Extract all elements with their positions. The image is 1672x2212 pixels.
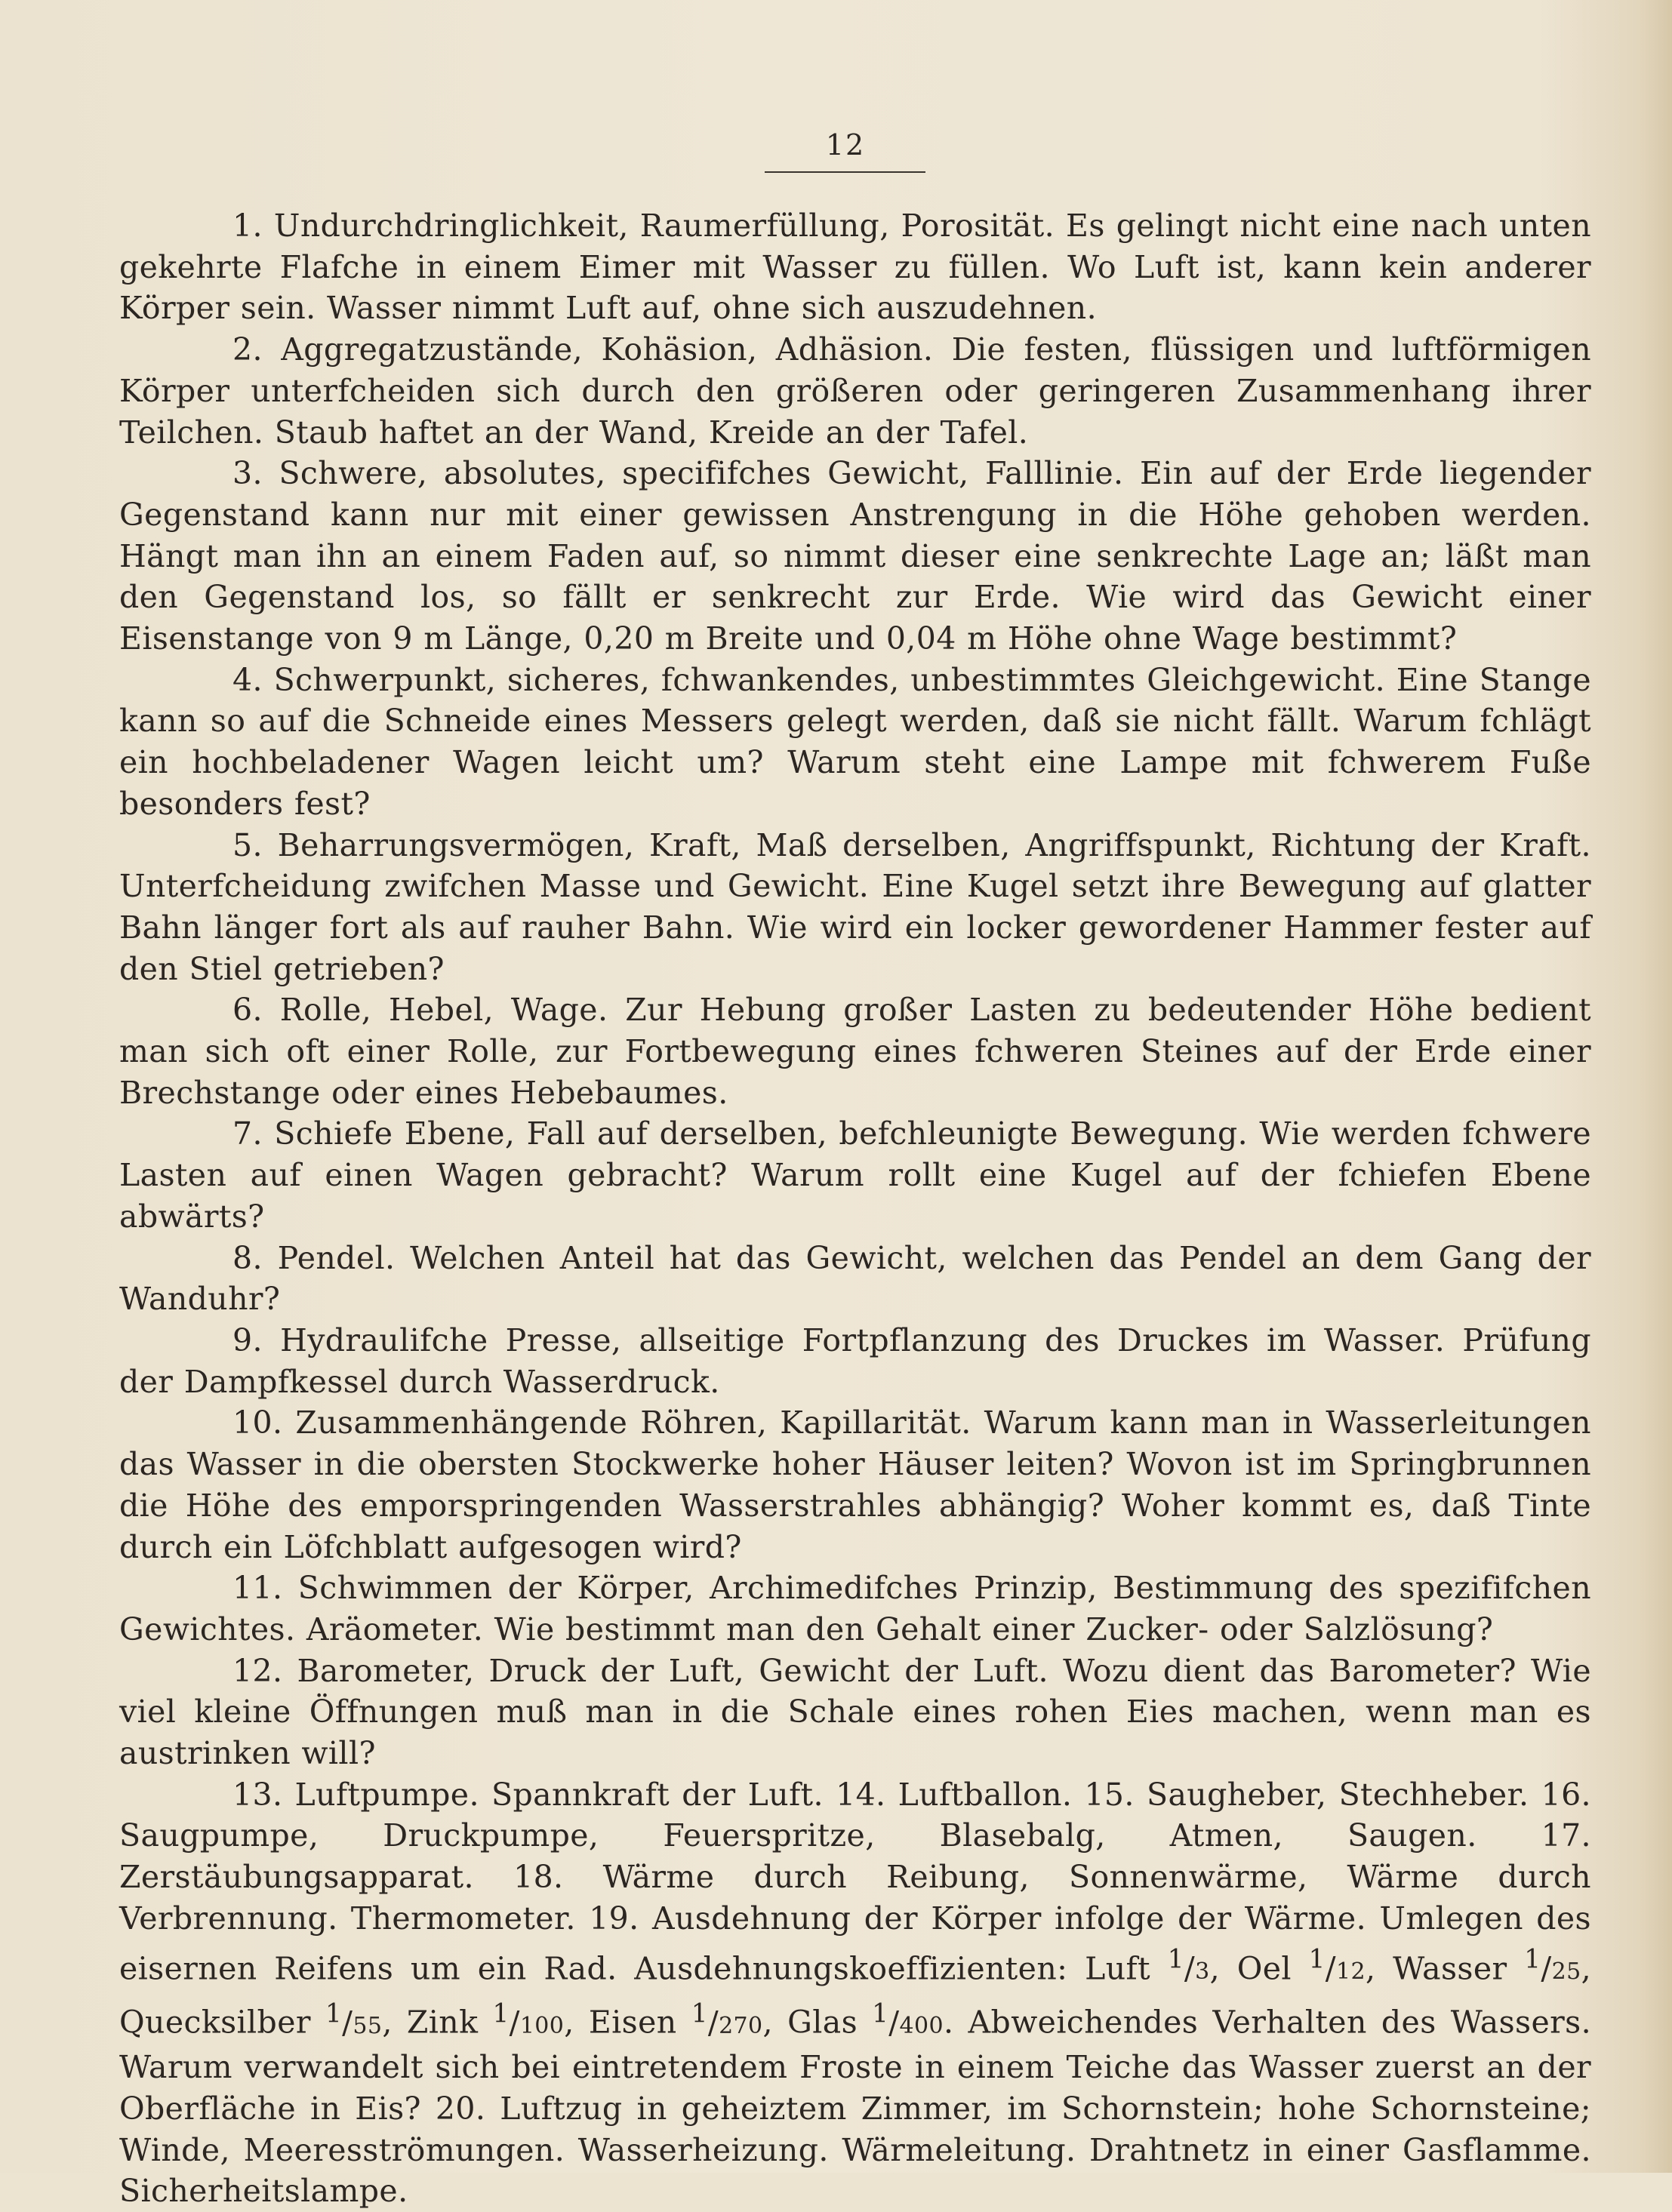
fraction-oel: $^1$/12: [1308, 1944, 1366, 1987]
fraction-separator: , Glas: [762, 2004, 873, 2041]
final-paragraph-lead: 13. Luftpumpe. Spannkraft der Luft. 14. Luftballon. 15. Saugheber, Stechheber. 16. Saugpumpe, Druckpumpe, Feuerspritze, Blasebalg, Atmen, Saugen. 17. Zerstäubungsapparat. 18. Wärme durch Reibung, Sonnenwärme, Wärme durch Verbrennung. Thermometer. 19. Ausdehnung der Körper infolge der Wärme. Umlegen des eisernen Reifens um ein Rad. Ausdehnungskoeffizienten: Luft: [119, 1776, 1591, 1987]
page-header: [762, 128, 928, 172]
paragraph-3: 3. Schwere, absolutes, specififches Gewicht, Falllinie. Ein auf der Erde liegender Gegenstand kann nur mit einer gewissen Anstrengung in die Höhe gehoben werden. Hängt man ihn an einem Faden auf, so nimmt dieser eine senkrechte Lage an; läßt man den Gegenstand los, so fällt er senkrecht zur Erde. Wie wird das Gewicht einer Eisenstange von 9 m Länge, 0,20 m Breite und 0,04 m Höhe ohne Wage bestimmt?: [119, 455, 1591, 657]
paragraph-4: 4. Schwerpunkt, sicheres, fchwankendes, unbestimmtes Gleichgewicht. Eine Stange kann so auf die Schneide eines Messers gelegt werden, daß sie nicht fällt. Warum fchlägt ein hochbeladener Wagen leicht um? Warum steht eine Lampe mit fchwerem Fuße besonders fest?: [119, 661, 1591, 822]
fraction-eisen: $^1$/270: [691, 1998, 763, 2041]
paragraph-8: 8. Pendel. Welchen Anteil hat das Gewicht, welchen das Pendel an dem Gang der Wanduhr?: [119, 1239, 1591, 1318]
fraction-zink: $^1$/100: [492, 1998, 565, 2041]
paragraph-13-20: [119, 1774, 1591, 2212]
paragraph-1: 1. Undurchdringlichkeit, Raumerfüllung, Porosität. Es gelingt nicht eine nach unten gekehrte Flafche in einem Eimer mit Wasser zu füllen. Wo Luft ist, kann kein anderer Körper sein. Wasser nimmt Luft auf, ohne sich auszudehnen.: [119, 208, 1591, 327]
page-number: 12: [825, 128, 866, 162]
fraction-separator: , Oel: [1209, 1950, 1309, 1987]
fraction-luft: $^1$/3: [1167, 1944, 1210, 1987]
fraction-separator: , Zink: [382, 2004, 493, 2041]
fraction-separator: , Wasser: [1365, 1950, 1525, 1987]
paragraph-9: 9. Hydraulifche Presse, allseitige Fortpflanzung des Druckes im Wasser. Prüfung der Dampfkessel durch Wasserdruck.: [119, 1321, 1591, 1400]
paragraph-10: 10. Zusammenhängende Röhren, Kapillarität. Warum kann man in Wasserleitungen das Wasser in die obersten Stockwerke hoher Häuser leiten? Wovon ist im Springbrunnen die Höhe des emporspringenden Wasserstrahles abhängig? Woher kommt es, daß Tinte durch ein Löfchblatt aufgesogen wird?: [119, 1404, 1591, 1565]
paragraph-12: 12. Barometer, Druck der Luft, Gewicht der Luft. Wozu dient das Barometer? Wie viel kleine Öffnungen muß man in die Schale eines rohen Eies machen, wenn man es austrinken will?: [119, 1652, 1591, 1772]
body-text: [119, 205, 1591, 2212]
header-rule: [765, 171, 925, 173]
fraction-wasser: $^1$/25: [1524, 1944, 1581, 1987]
fraction-glas: $^1$/400: [872, 1998, 944, 2041]
final-paragraph-tail: . Abweichendes Verhalten des Wassers. Warum verwandelt sich bei eintretendem Froste in einem Teiche das Wasser zuerst an der Oberfläche in Eis? 20. Luftzug in geheiztem Zimmer, im Schornstein; hohe Schornsteine; Winde, Meeresströmungen. Wasserheizung. Wärmeleitung. Drahtnetz in einer Gasflamme. Sicherheitslampe.: [119, 2004, 1592, 2210]
paragraph-6: 6. Rolle, Hebel, Wage. Zur Hebung großer Lasten zu bedeutender Höhe bedient man sich oft einer Rolle, zur Fortbewegung eines fchweren Steines auf der Erde einer Brechstange oder eines Hebebaumes.: [119, 992, 1591, 1111]
fraction-quecksilber: $^1$/55: [325, 1998, 383, 2041]
fraction-separator: , Eisen: [564, 2004, 691, 2041]
paragraph-5: 5. Beharrungsvermögen, Kraft, Maß derselben, Angriffspunkt, Richtung der Kraft. Unterfcheidung zwifchen Masse und Gewicht. Eine Kugel setzt ihre Bewegung auf glatter Bahn länger fort als auf rauher Bahn. Wie wird ein locker gewordener Hammer fester auf den Stiel getrieben?: [119, 826, 1591, 987]
fraction-separator: , Quecksilber: [119, 1950, 1591, 2041]
paragraph-11: 11. Schwimmen der Körper, Archimedifches Prinzip, Bestimmung des spezififchen Gewichtes. Aräometer. Wie bestimmt man den Gehalt einer Zucker- oder Salzlösung?: [119, 1570, 1591, 1647]
paragraph-2: 2. Aggregatzustände, Kohäsion, Adhäsion. Die festen, flüssigen und luftförmigen Körper unterfcheiden sich durch den größeren oder geringeren Zusammenhang ihrer Teilchen. Staub haftet an der Wand, Kreide an der Tafel.: [119, 331, 1591, 451]
paragraph-7: 7. Schiefe Ebene, Fall auf derselben, befchleunigte Bewegung. Wie werden fchwere Lasten auf einen Wagen gebracht? Warum rollt eine Kugel auf der fchiefen Ebene abwärts?: [119, 1115, 1591, 1235]
